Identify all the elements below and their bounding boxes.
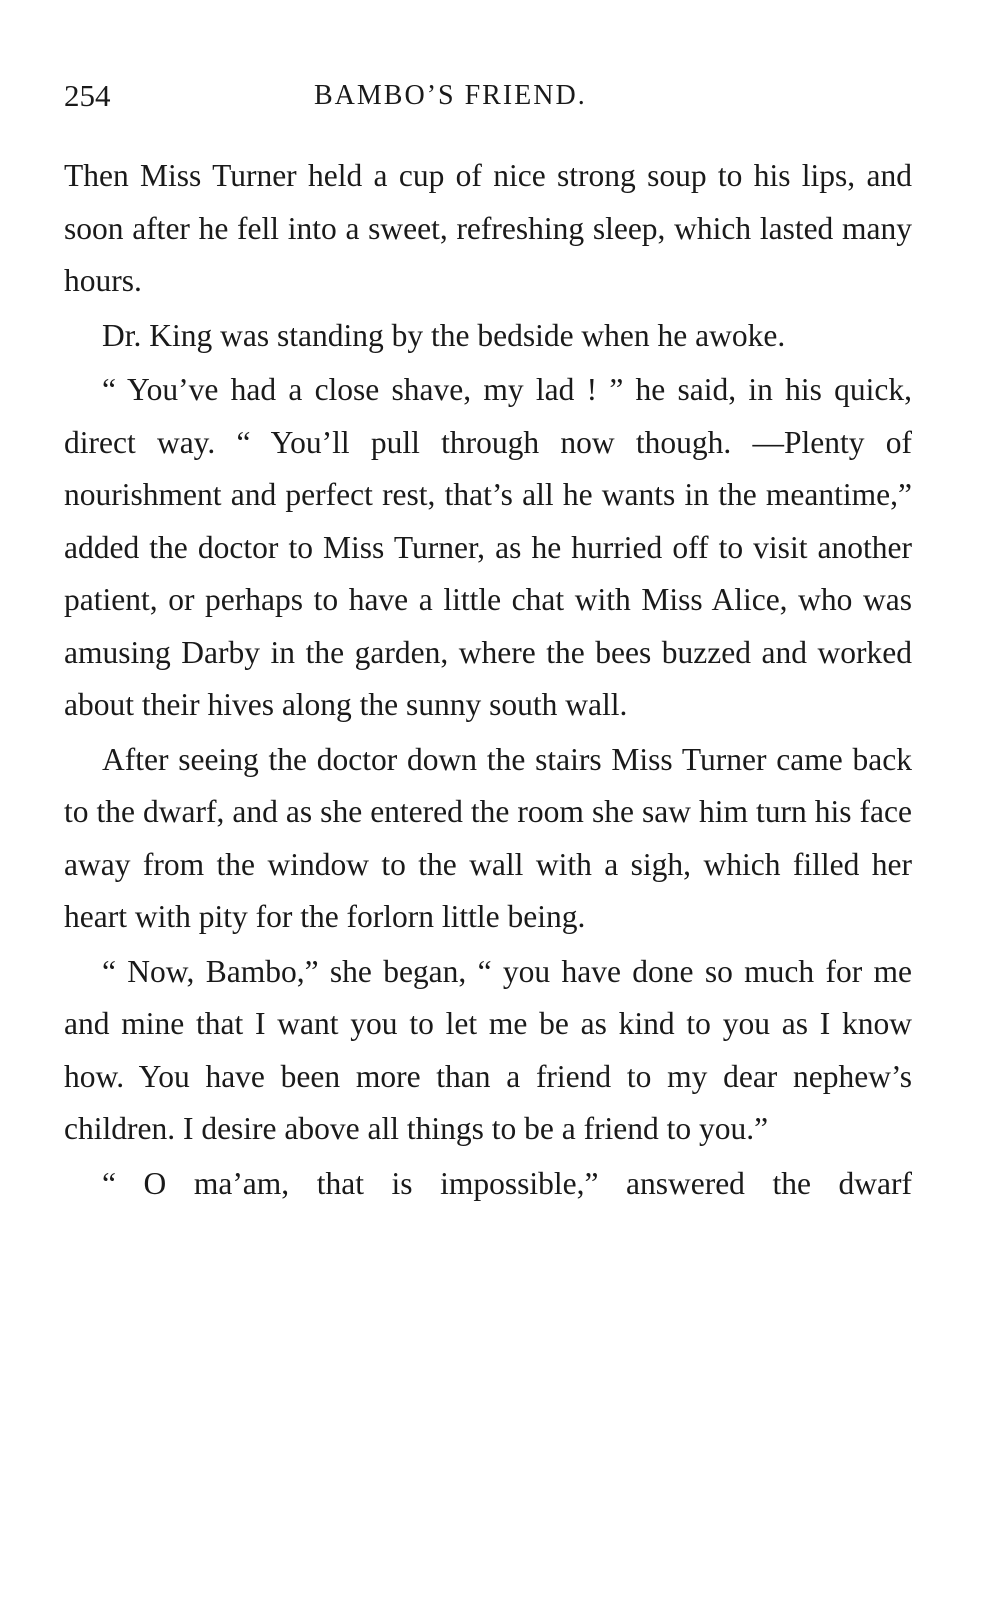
- body-text: [64, 150, 912, 1210]
- running-title: BAMBO’S FRIEND.: [314, 80, 587, 111]
- book-page: [64, 72, 912, 1212]
- paragraph: After seeing the doctor down the stairs Miss Turner came back to the dwarf, and as she entered the room she saw him turn his face away from the window to the wall with a sigh, which filled her heart with pity for the forlorn little being.: [64, 741, 912, 934]
- paragraph: “ Now, Bambo,” she began, “ you have done so much for me and mine that I want you to let me be as kind to you as I know how. You have been more than a friend to my dear nephew’s children. I desire above all things to be a friend to you.”: [64, 953, 912, 1146]
- paragraph: “ You’ve had a close shave, my lad ! ” he said, in his quick, direct way. “ You’ll pull through now though. —Plenty of nourishment and perfect rest, that’s all he wants in the meantime,” added the doctor to Miss Turner, as he hurried off to visit another patient, or perhaps to have a little chat with Miss Alice, who was amusing Darby in the garden, where the bees buzzed and worked about their hives along the sunny south wall.: [64, 372, 912, 722]
- running-head: [64, 72, 912, 120]
- paragraph: Then Miss Turner held a cup of nice strong soup to his lips, and soon after he fell into a sweet, refreshing sleep, which lasted many hours.: [64, 158, 912, 298]
- paragraph: “ O ma’am, that is impossible,” answered the dwarf: [102, 1165, 912, 1201]
- paragraph: Dr. King was standing by the bedside when he awoke.: [102, 317, 786, 353]
- page-number: 254: [64, 78, 111, 113]
